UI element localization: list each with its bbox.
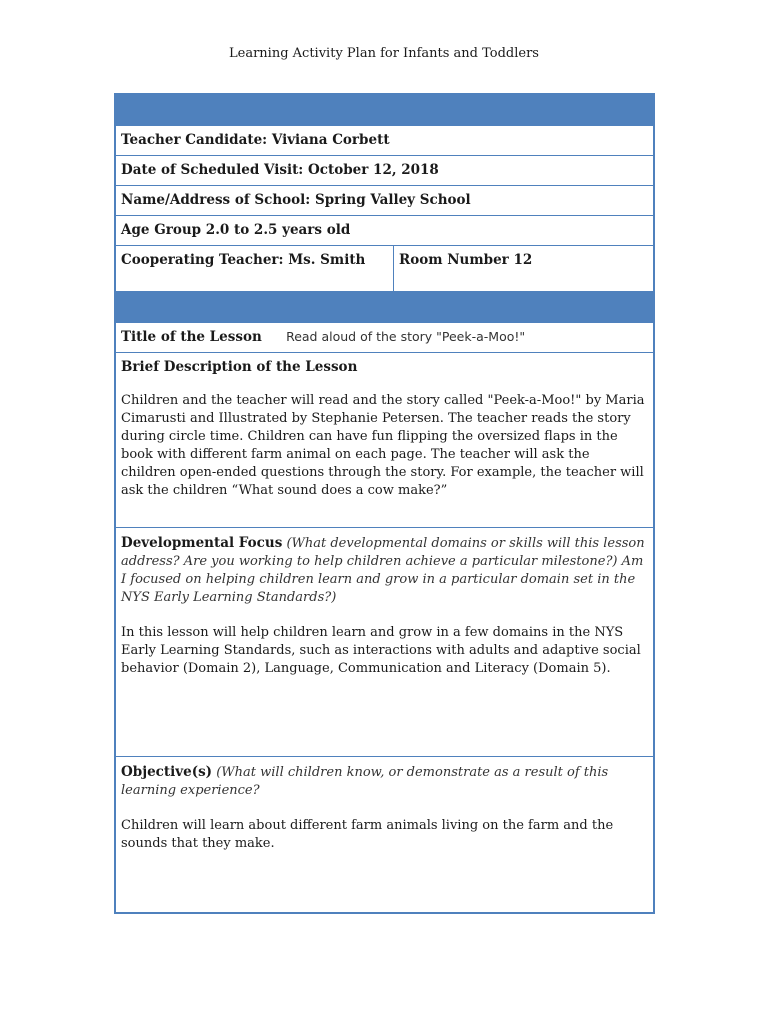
school-text: Name/Address of School: Spring Valley School	[121, 192, 471, 208]
developmental-prompt: (What developmental domains or skills will this lesson address? Are you working to help children achieve a particular milestone?) Am I focused on helping children learn and grow in a particular domain set in the NYS Early Learning Standards?)	[121, 536, 645, 605]
cooperating-teacher-cell	[116, 246, 394, 291]
document-title: Learning Activity Plan for Infants and Toddlers	[229, 46, 539, 61]
age-group-text: Age Group 2.0 to 2.5 years old	[121, 222, 351, 238]
room-number-cell	[394, 246, 538, 291]
section-band	[116, 291, 653, 322]
objectives-heading: Objective(s)	[121, 764, 213, 780]
header-band	[116, 95, 653, 125]
description-section	[116, 352, 653, 527]
cooperating-teacher-text: Cooperating Teacher: Ms. Smith	[121, 252, 366, 268]
lesson-title-value: Read aloud of the story "Peek-a-Moo!"	[286, 329, 526, 344]
description-text: Children and the teacher will read and the story called "Peek-a-Moo!" by Maria Cimarusti and Illustrated by Stephanie Petersen. The teacher reads the story during circle time. Children can have fun flipping the oversized flaps in the book with different farm animal on each page. The teacher will ask the children open-ended questions through the story. For example, the teacher will ask the children “What sound does a cow make?”	[121, 393, 645, 498]
teacher-room-row	[116, 245, 653, 291]
age-group-row	[116, 215, 653, 245]
objectives-section	[116, 756, 653, 912]
visit-date-text: Date of Scheduled Visit: October 12, 2018	[121, 162, 439, 178]
lesson-title-row	[116, 322, 653, 352]
description-heading: Brief Description of the Lesson	[121, 359, 358, 375]
room-number-text: Room Number 12	[399, 252, 533, 268]
developmental-heading: Developmental Focus	[121, 535, 283, 551]
lesson-plan-table	[114, 93, 655, 914]
objectives-text: Children will learn about different farm animals living on the farm and the sounds that they make.	[121, 818, 614, 851]
visit-date-row	[116, 155, 653, 185]
teacher-candidate-text: Teacher Candidate: Viviana Corbett	[121, 132, 390, 148]
developmental-focus-section	[116, 527, 653, 756]
developmental-heading-block	[121, 534, 647, 607]
teacher-candidate-row	[116, 125, 653, 155]
objectives-prompt: (What will children know, or demonstrate as a result of this learning experience?	[121, 765, 609, 798]
developmental-text: In this lesson will help children learn and grow in a few domains in the NYS Early Learning Standards, such as interactions with adults and adaptive social behavior (Domain 2), Language, Communication and Literacy (Domain 5).	[121, 625, 641, 676]
lesson-title-label: Title of the Lesson	[121, 329, 262, 345]
school-row	[116, 185, 653, 215]
objectives-heading-block	[121, 763, 647, 800]
